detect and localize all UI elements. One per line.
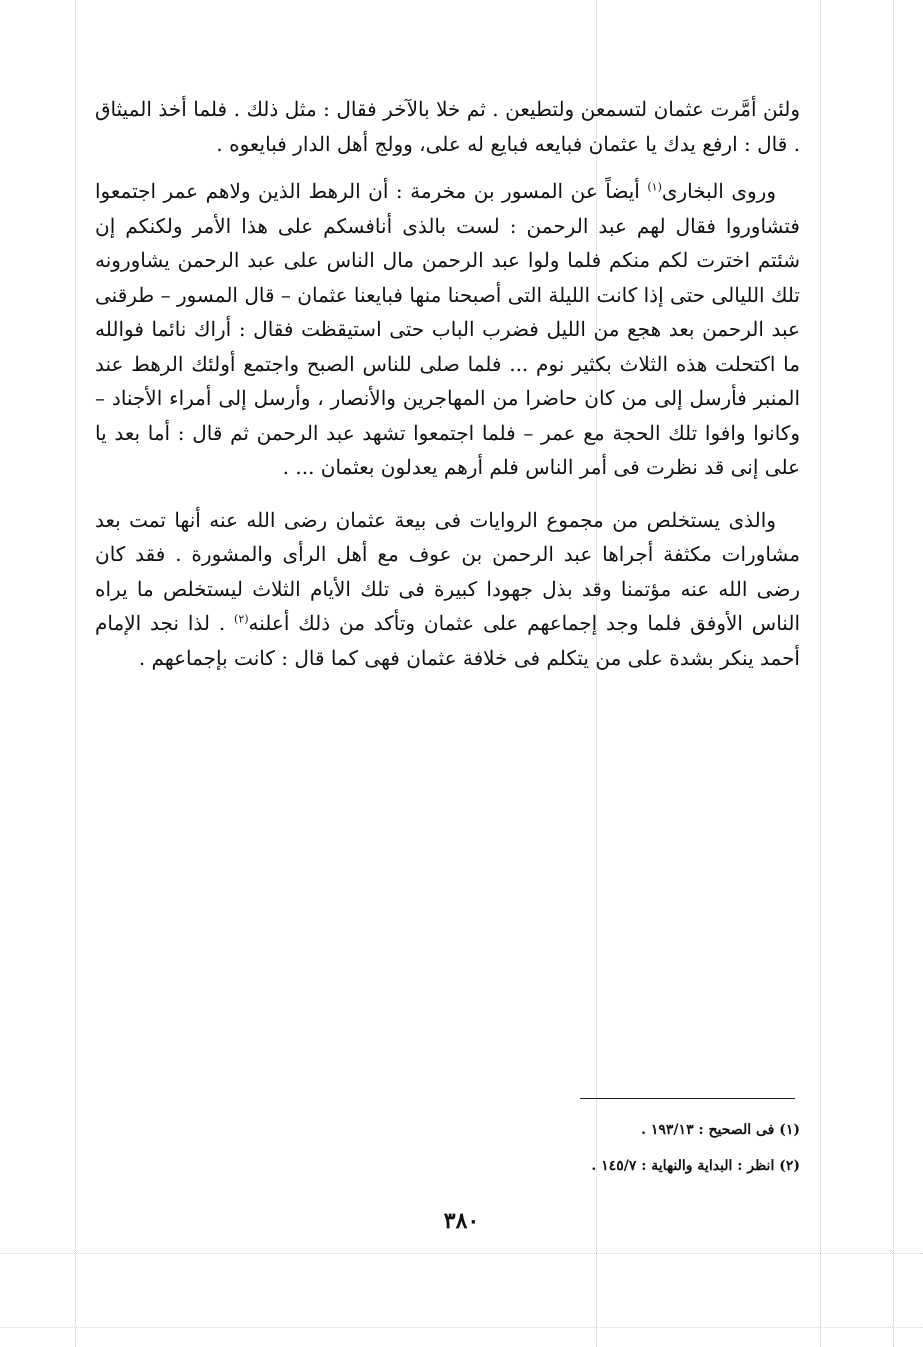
paragraph-1: ولئن أمَّرت عثمان لتسمعن ولتطيعن . ثم خلا بالآخر فقال : مثل ذلك . فلما أخذ الميثاق . قال : ارفع يدك يا عثمان فبايعه فبايع له على، وولج أهل الدار فبايعوه .: [95, 97, 800, 156]
margin-guide: [820, 0, 821, 1347]
footnote-marker-1: (١): [647, 180, 662, 194]
margin-guide: [0, 1327, 923, 1328]
paragraph-3-tail: . لذا نجد الإمام أحمد ينكر بشدة على من يتكلم فى خلافة عثمان فهى كما قال : كانت بإجماعهم .: [95, 611, 800, 670]
paragraph-2-body: أيضاً عن المسور بن مخرمة : أن الرهط الذين ولاهم عمر اجتمعوا فتشاوروا فقال لهم عبد الرحمن : لست بالذى أنافسكم على هذا الأمر ولكنكم إن شئتم اخترت لكم منكم فلما ولوا عبد الرحمن مال الناس على عبد الرحمن يشاورونه تلك الليالى حتى إذا كانت الليلة التى أصبحنا منها فبايعنا عثمان – قال المسور – طرقنى عبد الرحمن بعد هجع من الليل فضرب الباب حتى استيقظت فقال : أراك نائما فوالله ما اكتحلت هذه الثلاث بكثير نوم ... فلما صلى للناس الصبح واجتمع أولئك الرهط عند المنبر فأرسل إلى من كان حاضرا من المهاجرين والأنصار ، وأرسل إلى أمراء الأجناد – وكانوا وافوا تلك الحجة مع عمر – فلما اجتمعوا تشهد عبد الرحمن ثم قال : أما بعد يا على إنى قد نظرت فى أمر الناس فلم أرهم يعدلون بعثمان ... .: [95, 179, 800, 479]
margin-guide: [75, 0, 76, 1347]
paragraph-3-body: والذى يستخلص من مجموع الروايات فى بيعة عثمان رضى الله عنه أنها تمت بعد مشاورات مكثفة أجراها عبد الرحمن بن عوف مع أهل الرأى والمشورة . فقد كان رضى الله عنه مؤتمنا وقد بذل جهودا كبيرة فى تلك الأيام الثلاث ليستخلص ما يراه الناس الأوفق فلما وجد إجماعهم على عثمان وتأكد من ذلك أعلنه: [95, 507, 800, 635]
body-text: [95, 92, 800, 675]
footnote-2: (٢) انظر : البداية والنهاية : ١٤٥/٧ .: [591, 1158, 800, 1174]
paragraph-2-lead: وروى البخارى: [661, 179, 776, 203]
paragraph-3: [95, 503, 800, 676]
footnotes: [430, 1112, 800, 1184]
page-number: ٣٨٠: [443, 1208, 480, 1234]
margin-guide: [893, 0, 894, 1347]
paragraph-2: [95, 174, 800, 485]
footnote-divider: [580, 1098, 795, 1099]
footnote-1: (١) فى الصحيح : ١٩٣/١٣ .: [641, 1122, 800, 1138]
margin-guide: [0, 1253, 923, 1254]
footnote-marker-2: (٢): [234, 612, 249, 626]
